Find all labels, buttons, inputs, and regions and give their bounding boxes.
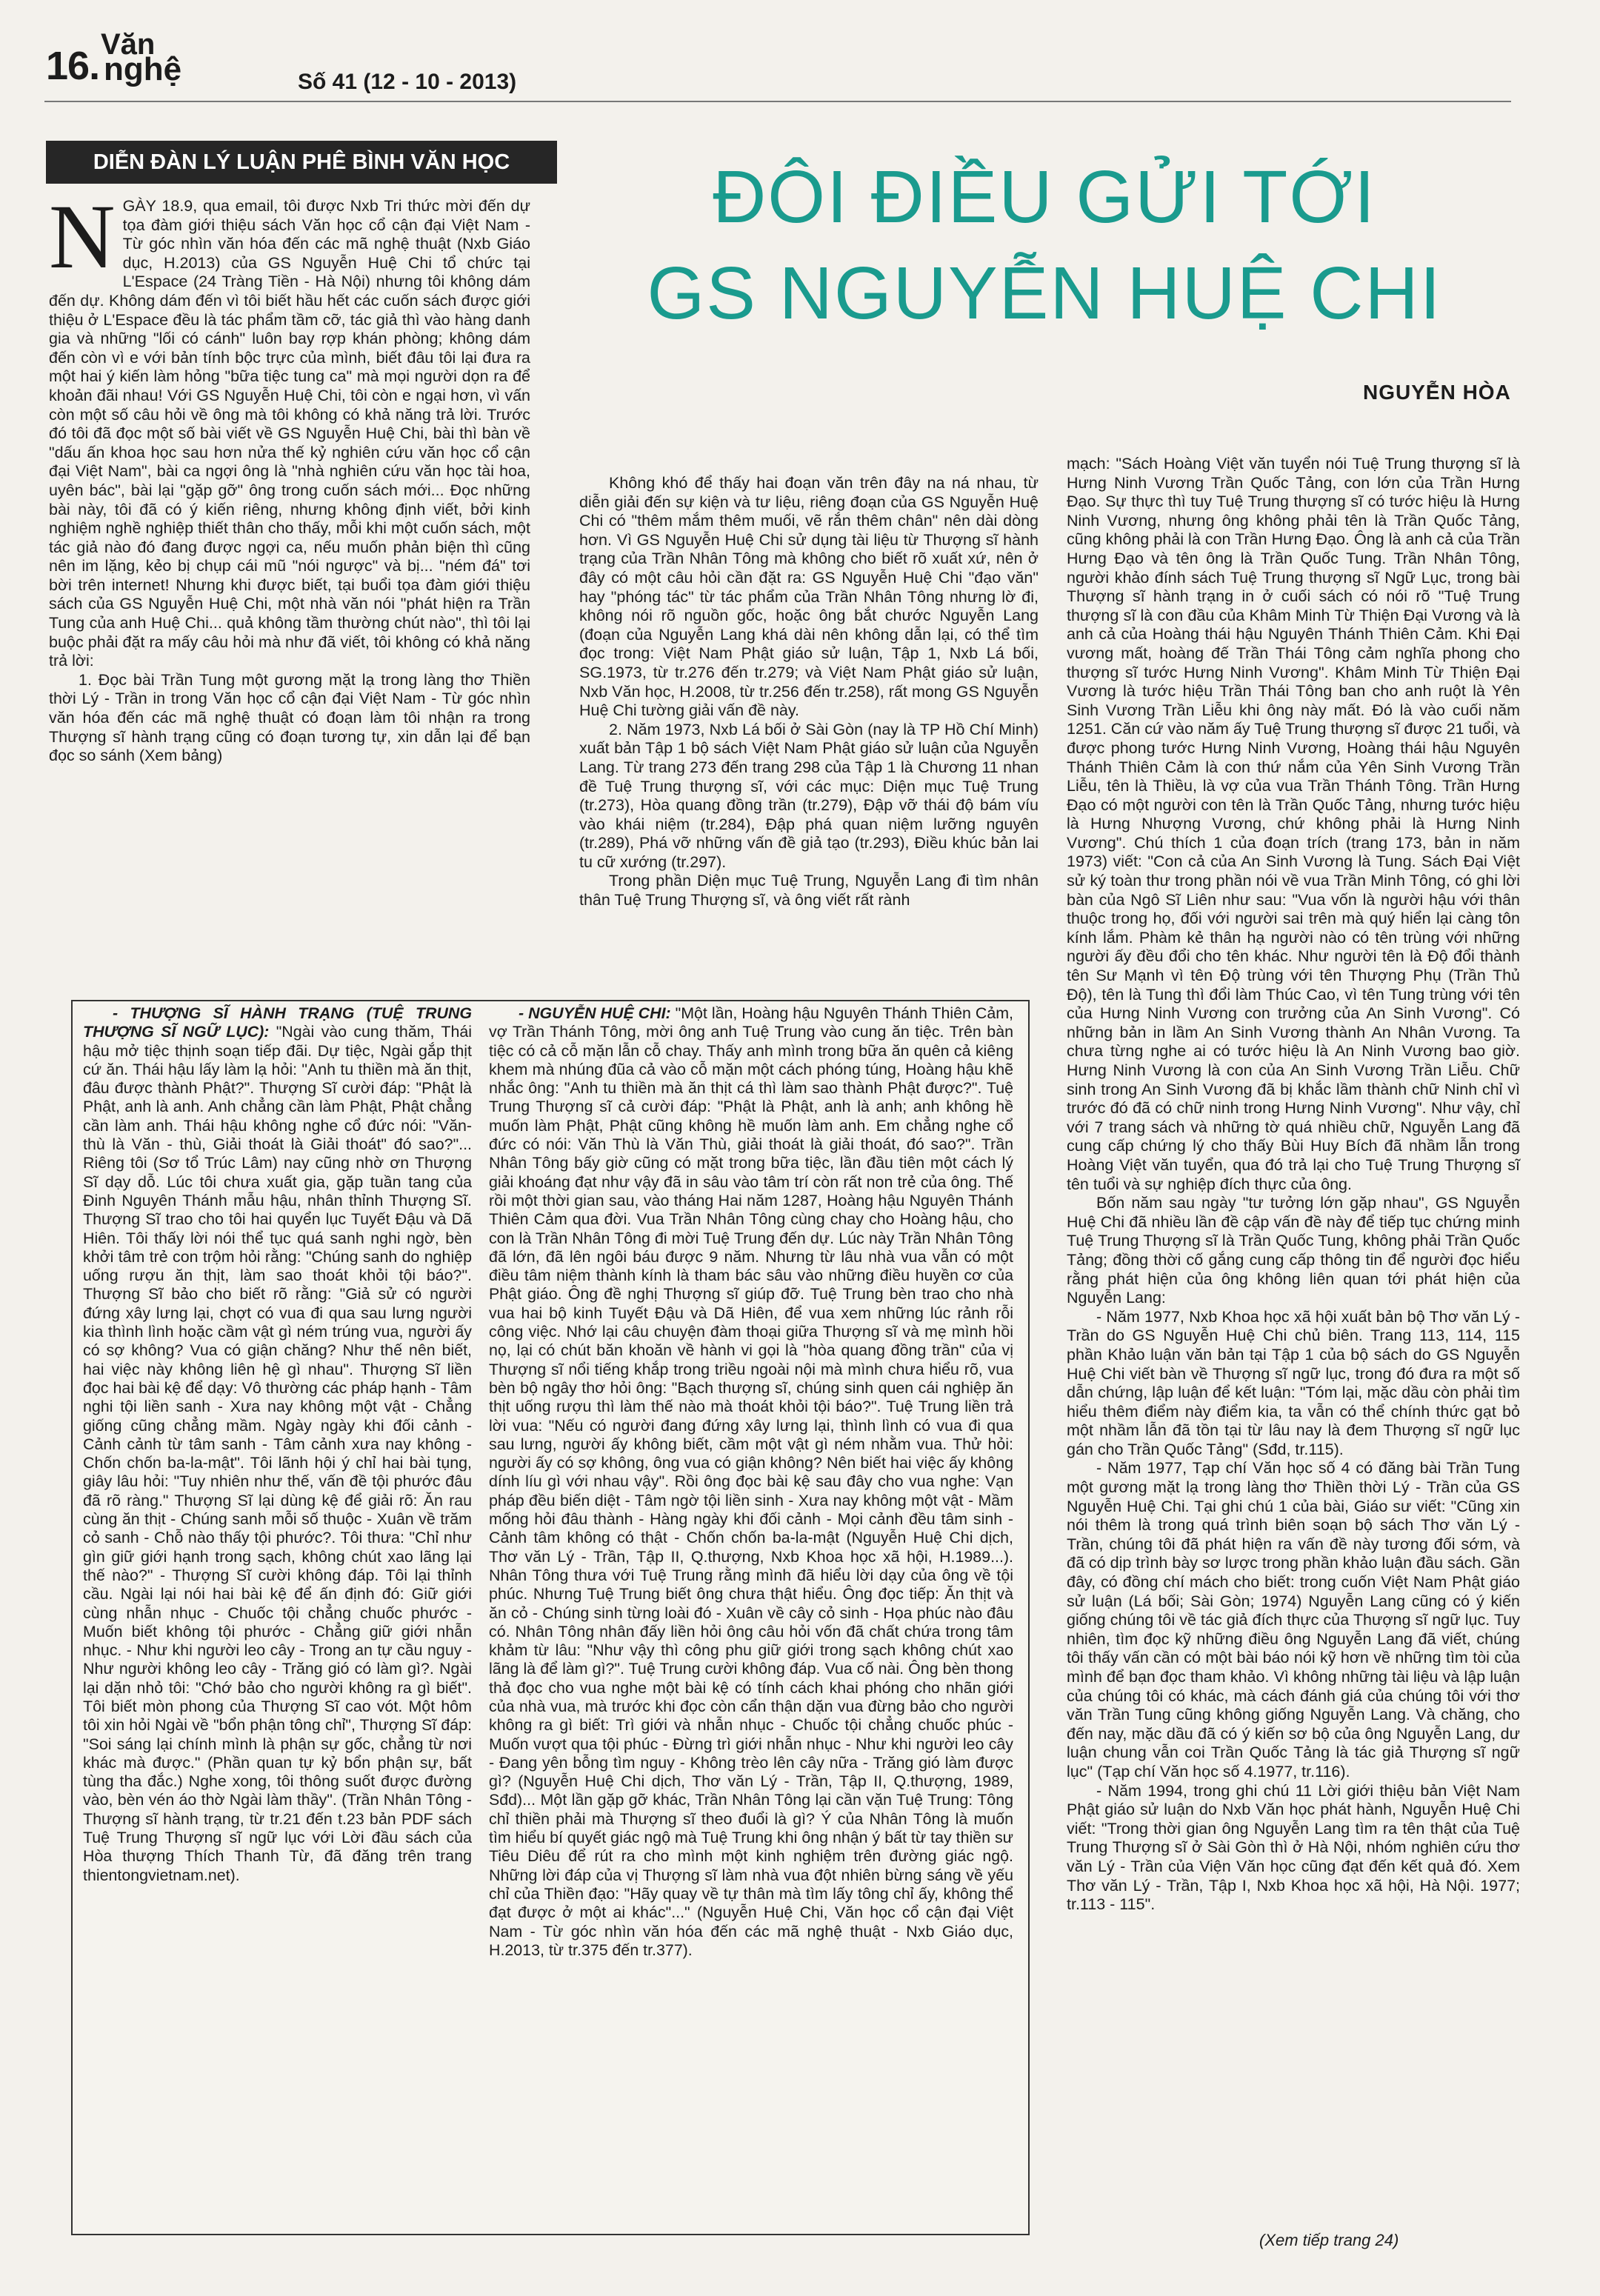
column-right [1067, 455, 1520, 1915]
column-middle [579, 474, 1039, 910]
section-label-text: DIỄN ĐÀN LÝ LUẬN PHÊ BÌNH VĂN HỌC [93, 150, 510, 174]
article-author: NGUYỄN HÒA [1363, 381, 1511, 404]
column-intro [49, 186, 530, 766]
col2-paragraph-1: Không khó để thấy hai đoạn văn trên đây na ná nhau, từ diễn giải đến sự kiện và tư liệu, riêng đoạn của GS Nguyễn Huệ Chi có "thêm mắm thêm muối, vẽ rắn thêm chân" nên dài dòng hơn. Vì GS Nguyễn Huệ Chi sử dụng tài liệu từ Thượng sĩ hành trạng của Trần Nhân Tông mà không cho biết rõ xuất xứ, nên ở đây có một câu hỏi cần đặt ra: GS Nguyễn Huệ Chi "đạo văn" hay "phóng tác" từ tác phẩm của Trần Nhân Tông nhưng lờ đi, không nói rõ nguồn gốc, hoặc ông bắt chước Nguyễn Lang (đoạn của Nguyễn Lang khá dài nên không dẫn lại, có thể tìm đọc trong: Việt Nam Phật giáo sử luận, Tập 1, Nxb Lá bối, SG.1973, từ tr.276 đến tr.279; và Việt Nam Phật giáo sử luận, Nxb Văn học, H.2008, từ tr.256 đến tr.258), rất mong GS Nguyễn Huệ Chi tường giải vấn đề này. [579, 474, 1039, 720]
article-title-line2: GS NGUYỄN HUỆ CHI [647, 252, 1442, 335]
col3-paragraph-2: Bốn năm sau ngày "tư tưởng lớn gặp nhau", GS Nguyễn Huệ Chi đã nhiều lần đề cập vấn đề này để tiếp tục chứng minh Tuệ Trung Thượng sĩ là Trần Quốc Tung, không phải Trần Quốc Tảng; đồng thời cố gắng cung cấp thông tin để người đọc hiểu rằng phát hiện của ông không liên quan tới phát hiện của Nguyễn Lang: [1067, 1194, 1520, 1307]
col3-paragraph-1: mạch: "Sách Hoàng Việt văn tuyển nói Tuệ Trung thượng sĩ là Hưng Ninh Vương Trần Quốc Tảng, con lớn của Trần Hưng Đạo. Sự thực thì tuy Tuệ Trung thượng sĩ có tước hiệu là Hưng Ninh Vương, nhưng ông không phải tên là Trần Quốc Tảng, cũng không phải là con Trần Hưng Đạo. Ông là anh cả của Trần Hưng Đạo và tên ông là Trần Quốc Tung. Trần Nhân Tông, người khảo đính sách Tuệ Trung thượng sĩ Ngữ Lục, trong bài Thượng sĩ hành trạng in ở cuối sách có nói rõ "Tuệ Trung thượng sĩ là con đầu của Khâm Minh Từ Thiện Đại Vương và là anh cả của Hoàng thái hậu Nguyên Thánh Thiên Cảm. Khi Đại vương mất, hoàng đế Trần Thái Tông cảm nghĩa phong cho thượng sĩ tước Hưng Ninh Vương". Khâm Minh Từ Thiện Đại Vương là tước hiệu Trần Thái Tông ban cho anh ruột là Yên Sinh Vương Trần Liễu khi ông này mất. Đó là vào cuối năm 1251. Căn cứ vào năm ấy Tuệ Trung thượng sĩ được 21 tuổi, và được phong tước Hưng Ninh Vương, Hoàng thái hậu Nguyên Thánh Thiên Cảm là con thứ nắm của Yên Sinh Vương Trần Liễu, tên là Thiều, là vợ của vua Trần Thánh Tông. Trần Hưng Đạo có một người con tên là Trần Quốc Tảng, nhưng tước hiệu là Hưng Nhượng Vương, chứ không phải là Hưng Ninh Vương". Chú thích 1 của đoạn trích (trang 173, bản in năm 1973) viết: "Con cả của An Sinh Vương là Tung. Sách Đại Việt sử ký toàn thư trong phần nói về vua Trần Minh Tông, có ghi lời bàn của Ngô Sĩ Liên như sau: "Vua vốn là người hậu với thân thuộc trong họ, đối với người sai trên mà quý hiển lại càng tôn kính lắm. Phàm kẻ thân hạ người nào có tên trùng với những người ấy đều đổi cho tên khác. Như người tên là Độ đổi thành tên Sư Mạnh vì tên Độ trùng với tên Thượng Phụ (Trần Thủ Độ), tên là Tung thì đổi làm Thúc Cao, vì tên Tung trùng với tên của Hưng Ninh Vương con trưởng của An Sinh Vương". Có những bản in lầm An Sinh Vương thành An Nhân Vương. Ta chưa từng nghe ai có tước hiệu là An Ninh Vương bao giờ. Hưng Ninh Vương là con của An Sinh Vương Trần Liễu. Chữ sinh trong An Sinh Vương đã bị khắc lầm thành chữ Ninh chỉ vì trước đó đã có chữ ninh trong Hưng Ninh Vương". Như vậy, chỉ với 7 trang sách và những tờ quá nhiều chữ, Nguyễn Lang đã cung cấp chứng lý cho thấy Bùi Huy Bích đã nhầm lẫn trong Hoàng Việt văn tuyển, qua đó trả lại cho Tuệ Trung Thượng sĩ tên tuổi và sự nghiệp đích thực của ông. [1067, 455, 1520, 1193]
page-number: 16. [46, 44, 100, 88]
continued-note: (Xem tiếp trang 24) [1259, 2231, 1399, 2249]
brand-line2: nghệ [104, 51, 182, 87]
issue-number: Số 41 (12 - 10 - 2013) [298, 70, 517, 94]
intro-paragraph-1 [49, 186, 530, 671]
comparison-right-column [489, 1004, 1013, 1960]
header-divider [44, 101, 1511, 102]
article-title-line1: ĐÔI ĐIỀU GỬI TỚI [713, 156, 1376, 238]
intro-paragraph-1-text: GÀY 18.9, qua email, tôi được Nxb Tri thức mời đến dự tọa đàm giới thiệu sách Văn học cổ cận đại Việt Nam - Từ góc nhìn văn hóa đến các mã nghệ thuật (Nxb Giáo dục, H.2013) của GS Nguyễn Huệ Chi tổ chức tại L'Espace (24 Tràng Tiền - Hà Nội) nhưng tôi không dám đến dự. Không dám đến vì tôi biết hầu hết các cuốn sách được giới thiệu ở L'Espace đều là tác phẩm tầm cỡ, tác giả thì vào hàng danh gia và những "lối có cánh" luôn bay rợp khán phòng; không dám đến còn vì e với bản tính bộc trực của mình, biết đâu tôi lại đưa ra một hai ý kiến làm hỏng "bữa tiệc tung ca" mà mọi người dọn ra để khoản đãi nhau! Với GS Nguyễn Huệ Chi, tôi còn e ngại hơn, vì vấn còn một số câu hỏi về ông mà tôi không có khả năng trả lời. Trước đó tôi đã đọc một số bài viết về GS Nguyễn Huệ Chi, bài thì bàn về "dấu ấn khoa học sau hơn nửa thế kỷ nghiên cứu văn học cổ cận đại Việt Nam", bài ca ngợi ông là "nhà nghiên cứu văn học tài hoa, uyên bác", bài lại "gặp gỡ" ông trong cuốn sách mới... Đọc những bài này, tôi đã có ý kiến riêng, nhưng không định viết, bởi kinh nghiệm nghề nghiệp thiết thân cho thấy, mỗi khi một cuốn sách, một tác giả nào đó đang được ngợi ca, nếu muốn phản biện thì cũng nên im lặng, kẻo bị chụp cái mũ "nói ngược" và bị... "ném đá" tơi bời trên internet! Nhưng khi được biết, tại buổi tọa đàm giới thiệu sách của GS Nguyễn Huệ Chi, một nhà văn nói "phát hiện ra Trần Tung của anh Huệ Chi... quả không tầm thường chút nào", thì tôi lại buộc phải đặt ra mấy câu hỏi mà như đã viết, tôi không có khả năng trả lời: [49, 197, 530, 670]
comparison-right-text: "Một lần, Hoàng hậu Nguyên Thánh Thiên Cảm, vợ Trần Thánh Tông, mời ông anh Tuệ Trung vào cung ăn tiệc. Trên bàn tiệc có cả cỗ mặn lẫn cỗ chay. Thấy anh mình trong bữa ăn quên cả kiêng khem mà nhúng đũa cả vào cỗ mặn một cách phóng túng, Hoàng hậu khẽ nhắc ông: "Anh tu thiền mà ăn thịt cá thì làm sao thành Phật được?". Tuệ Trung Thượng sĩ cả cười đáp: "Phật là Phật, anh là anh; anh không hề muốn làm Phật, Phật cũng không hề muốn làm anh. Em chẳng nghe cổ đức có nói: Văn Thù là Văn Thù, giải thoát là giải thoát, đó sao?". Trần Nhân Tông bấy giờ cũng có mặt trong bữa tiệc, lần đầu tiên một cách lý giải khoáng đạt như vậy đã in sâu vào tâm trí còn rất non trẻ của ông. Thế rồi một thời gian sau, vào tháng Hai năm 1287, Hoàng hậu Nguyên Thánh Thiên Cảm qua đời. Vua Trần Nhân Tông cùng chay cho Hoàng hậu, cho con là Trần Nhân Tông đi mời Tuệ Trung đến dự. Lúc này Trần Nhân Tông đã lớn, đã lên ngôi báu được 9 năm. Nhưng từ lâu nhà vua vẫn có một điều tâm niệm thành kính là tham bác sâu vào những điều huyền cơ của Phật giáo. Ông đề nghị Thượng sĩ giúp đỡ. Tuệ Trung bèn trao cho nhà vua hai bộ kinh Tuyết Đậu và Dã Hiên, để vua xem những lúc rảnh rỗi công việc. Nhớ lại câu chuyện đàm thoại giữa Thượng sĩ và mẹ mình hồi nọ, lại có chút băn khoăn về hành vi gọi là "hòa quang đồng trần" của vị Thượng sĩ nổi tiếng khắp trong triều ngoài nội mà mình chưa hiểu rõ, vua bèn bộ ngây thơ hỏi ông: "Bạch thượng sĩ, chúng sinh quen cái nghiệp ăn thịt uống rượu thì làm thế nào mà thoát khỏi tội báo?". Tuệ Trung liền trả lời vua: "Nếu có người đang đứng xây lưng lại, thình lình có vua đi qua sau lưng, người ấy không biết, cầm một vật gì ném nhằm vua. Thử hỏi: người ấy có sợ không, ông vua có giận không? Nên biết hai việc ấy không dính líu gì với nhau vậy". Rồi ông đọc bài kệ sau đây cho vua nghe: Vạn pháp đều biến diệt - Tâm ngờ tội liền sinh - Xưa nay không một vật - Mầm mống hỏi đâu thành - Hàng ngày khi đối cảnh - Mọi cảnh đều tâm sinh - Cảnh tâm không có thật - Chốn chốn ba-la-mật (Nguyễn Huệ Chi dịch, Thơ văn Lý - Trần, Tập II, Q.thượng, Nxb Khoa học xã hội, H.1989...). Nhân Tông thưa với Tuệ Trung rằng mình đã hiểu lời dạy của ông về tội phúc. Nhưng Tuệ Trung biết ông chưa thật hiểu. Ông đọc tiếp: Ăn thịt và ăn cỏ - Chúng sinh từng loài đó - Xuân về cây cỏ sinh - Họa phúc nào đâu có. Nhân Tông nhân đấy liền hỏi ông câu hỏi vốn đã chất chứa trong tâm khảm từ lâu: "Như vậy thì công phu giữ giới trong sạch không chút xao lãng là để làm gì?". Tuệ Trung cười không đáp. Vua cố nài. Ông bèn thong thả đọc cho vua nghe một bài kệ có tính cách khai phóng cho nhãn giới của nhà vua, mà trước khi đọc còn cẩn thận dặn vua đừng bảo cho người không ra gì biết: Trì giới và nhẫn nhục - Chuốc tội chẳng chuốc phúc - Muốn vượt qua tội phúc - Đừng trì giới nhẫn nhục - Như khi người leo cây - Đang yên bỗng tìm nguy - Không trèo lên cây nữa - Trăng gió làm được gì? (Nguyễn Huệ Chi dịch, Thơ văn Lý - Trần, Tập II, Q.thượng, 1989, Sđd)... Một lần gặp gỡ khác, Trần Nhân Tông lại cần vặn Tuệ Trung: Tông chỉ thiền phải mà Thượng sĩ theo đuổi là gì? Ý của Nhân Tông là muốn tìm hiểu bí quyết giác ngộ mà Tuệ Trung khi ông nhận ý bất từ tay thiền sư Tiêu Diêu để rút ra cho mình một kinh nghiệm trên đường giác ngộ. Những lời đáp của vị Thượng sĩ làm nhà vua đột nhiên bừng sáng về yếu chỉ của Thiền đạo: "Hãy quay về tự thân mà tìm lấy tông chỉ ấy, không thể đạt được ở một ai khác"..." (Nguyễn Huệ Chi, Văn học cổ cận đại Việt Nam - Từ góc nhìn văn hóa đến các mã nghệ thuật - Nxb Giáo dục, H.2013, từ tr.375 đến tr.377). [489, 1004, 1013, 1959]
brand-line1: Văn [101, 28, 156, 61]
col3-paragraph-3: - Năm 1977, Nxb Khoa học xã hội xuất bản bộ Thơ văn Lý - Trần do GS Nguyễn Huệ Chi chủ biên. Trang 113, 114, 115 phần Khảo luận văn bản tại Tập 1 của bộ sách do GS Nguyễn Huệ Chi viết bàn về Thượng sĩ ngữ lục, trong đó đưa ra một số dẫn chứng, lập luận để kết luận: "Tóm lại, mặc dầu còn phải tìm hiểu thêm điểm này điểm kia, ta vẫn có thể chính thức gạt bỏ một nhầm lẫn đã tồn tại từ lâu nay là đem Thượng sĩ ngữ lục gán cho Trần Quốc Tảng" (Sđd, tr.115). [1067, 1307, 1520, 1458]
section-label [46, 141, 557, 184]
col2-paragraph-2: 2. Năm 1973, Nxb Lá bối ở Sài Gòn (nay là TP Hồ Chí Minh) xuất bản Tập 1 bộ sách Việt Nam Phật giáo sử luận của Nguyễn Lang. Từ trang 273 đến trang 298 của Tập 1 là Chương 11 nhan đề Tuệ Trung thượng sĩ, với các mục: Diện mục Tuệ Trung (tr.273), Hòa quang đồng trần (tr.279), Đập vỡ thái độ bám víu vào khái niệm (tr.284), Đập phá quan niệm lưỡng nguyên (tr.289), Phá vỡ những vấn đề giả tạo (tr.293), Điều khúc bản lai tu cữ xướng (tr.297). [579, 720, 1039, 871]
col3-paragraph-5: - Năm 1994, trong ghi chú 11 Lời giới thiệu bản Việt Nam Phật giáo sử luận do Nxb Văn học phát hành, Nguyễn Huệ Chi viết: "Trong thời gian ông Nguyễn Lang tìm ra tên thật của Tuệ Trung Thượng sĩ ở Sài Gòn thì ở Hà Nội, nhóm nghiên cứu thơ văn Lý - Trần của Viện Văn học cũng đạt đến kết quả đó. Xem Thơ văn Lý - Trần, Tập I, Nxb Khoa học xã hội, Hà Nội. 1977; tr.113 - 115". [1067, 1781, 1520, 1914]
dropcap: N [49, 186, 116, 287]
col2-paragraph-3: Trong phần Diện mục Tuệ Trung, Nguyễn Lang đi tìm nhân thân Tuệ Trung Thượng sĩ, và ông viết rất rành [579, 872, 1039, 910]
intro-paragraph-2: 1. Đọc bài Trần Tung một gương mặt lạ trong làng thơ Thiền thời Lý - Trần in trong Văn học cổ cận đại Việt Nam - Từ góc nhìn văn hóa đến các mã nghệ thuật có đoạn làm tôi nhận ra trong Thượng sĩ hành trạng cũng có đoạn tương tự, xin dẫn lại để bạn đọc so sánh (Xem bảng) [49, 670, 530, 765]
comparison-right-heading: - NGUYỄN HUỆ CHI: [519, 1004, 671, 1022]
comparison-left-text: "Ngài vào cung thăm, Thái hậu mở tiệc thịnh soạn tiếp đãi. Dự tiệc, Ngài gắp thịt cứ ăn. Thái hậu lấy làm lạ hỏi: "Anh tu thiền mà ăn thịt, đâu được thành Phật?". Thượng Sĩ cười đáp: "Phật là Phật, anh là anh. Anh chẳng cần làm Phật, Phật chẳng cần làm anh. Thái hậu không nghe cổ đức nói: "Văn-thù là Văn - thù, Giải thoát là Giải thoát" đó sao?"... Riêng tôi (Sơ tổ Trúc Lâm) nay cũng nhờ ơn Thượng Sĩ dạy dỗ. Lúc tôi chưa xuất gia, gặp tuần tang của Đinh Nguyên Thánh mẫu hậu, nhân thỉnh Thượng Sĩ. Thượng Sĩ trao cho tôi hai quyển lục Tuyết Đậu và Dã Hiên. Tôi thấy lời nói thể tục quá sanh nghi ngờ, bèn khởi tâm trẻ con trộm hỏi rằng: "Chúng sanh do nghiệp uống rượu ăn thịt, làm sao thoát khỏi tội báo?". Thượng Sĩ bảo cho biết rõ rằng: "Giả sử có người đứng xây lưng lại, chợt có vua đi qua sau lưng người kia thình lình hoặc cầm vật gì ném trúng vua, người ấy có sợ không? Vua có giận chăng? Như thế nên biết, hai việc này không liên hệ gì nhau". Thượng Sĩ liền đọc hai bài kệ để dạy: Vô thường các pháp hạnh - Tâm nghi tội liền sanh - Xưa nay không một vật - Chẳng giống cũng chẳng mầm. Ngày ngày khi đối cảnh - Cảnh cảnh từ tâm sanh - Tâm cảnh xưa nay không - Chốn chốn ba-la-mật". Tôi lãnh hội ý chỉ hai bài tụng, giây lâu hỏi: "Tuy nhiên như thế, vấn đề tội phước đâu đã rõ ràng." Thượng Sĩ lại dùng kệ để giải rõ: Ăn rau cùng ăn thịt - Chúng sanh mỗi số thuộc - Xuân về trăm cỏ sanh - Chỗ nào thấy tội phước?. Tôi thưa: "Chỉ như gìn giữ giới hạnh trong sạch, không chút xao lãng lại thế nào?" - Thượng Sĩ cười không đáp. Tôi lại thỉnh cầu. Ngài lại nói hai bài kệ để ấn định đó: Giữ giới cùng nhẫn nhục - Chuốc tội chẳng chuốc phước - Muốn biết không tội phước - Chẳng giữ giới nhẫn nhục. - Như khi người leo cây - Trong an tự cầu nguy - Như người không leo cây - Trăng gió có làm gì?. Ngài lại dặn nhỏ tôi: "Chớ bảo cho người không ra gì biết". Tôi biết mòn phong của Thượng Sĩ cao vót. Một hôm tôi xin hỏi Ngài về "bổn phận tông chỉ", Thượng Sĩ đáp: "Soi sáng lại chính mình là phận sự gốc, chẳng từ nơi khác mà được." (Phần quan tự kỷ bổn phận sự, bất tùng tha đắc.) Nghe xong, tôi thông suốt được đường vào, bèn vén áo thờ Ngài làm thầy". (Trần Nhân Tông - Thượng sĩ hành trạng, từ tr.21 đến t.23 bản PDF sách Tuệ Trung Thượng sĩ ngữ lục với Lời đầu sách của Hòa thượng Thích Thanh Từ, đã đăng trên trang thientongvietnam.net). [83, 1023, 472, 1884]
comparison-left-column [83, 1004, 472, 1885]
comparison-left-heading: - THƯỢNG SĨ HÀNH TRẠNG (TUỆ TRUNG THƯỢNG SĨ NGỮ LỤC): [83, 1004, 472, 1041]
col3-paragraph-4: - Năm 1977, Tạp chí Văn học số 4 có đăng bài Trần Tung một gương mặt lạ trong làng thơ Thiền thời Lý - Trần của GS Nguyễn Huệ Chi. Tại ghi chú 1 của bài, Giáo sư viết: "Cũng xin nói thêm là trong quá trình biên soạn bộ sách Thơ văn Lý - Trần, chúng tôi đã phát hiện ra vấn đề này tương đối sớm, và đã có dịp trình bày sơ lược trong phần khảo luận đầu sách. Gần đây, có đồng chí mách cho biết: trong cuốn Việt Nam Phật giáo sử luận (Lá bối; Sài Gòn; 1974) Nguyễn Lang cũng có ý kiến giống chúng tôi về tác giả đích thực của Thượng sĩ ngữ lục. Tuy nhiên, tìm đọc kỹ những điều ông Nguyễn Lang đã viết, chúng tôi thấy vấn cần có một bài báo nói kỹ hơn về những tìm tòi của mình để bạn đọc tham khảo. Vì không những tài liệu và lập luận của chúng tôi có khác, mà cách đánh giá của chúng tôi với thơ văn Trần Tung cũng không giống Nguyễn Lang. Và chăng, cho đến nay, mặc dầu đã có ý kiến sơ bộ của ông Nguyễn Lang, dư luận chung vẫn coi Trần Quốc Tảng là tác giả Thượng sĩ ngữ lục" (Tạp chí Văn học số 4.1977, tr.116). [1067, 1459, 1520, 1781]
